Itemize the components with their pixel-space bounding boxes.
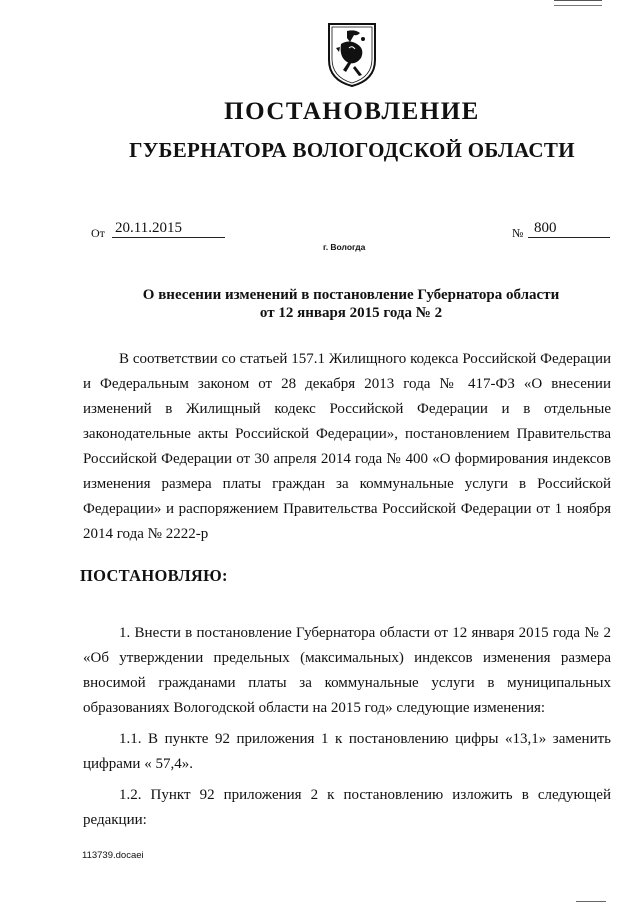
document-number: 800	[528, 220, 610, 238]
city: г. Вологда	[323, 242, 366, 252]
preamble-paragraph: В соответствии со статьей 157.1 Жилищного кодекса Российской Федерации и Федеральным законом от 28 декабря 2013 года № 417-ФЗ «О внесении изменений в Жилищный кодекс Российской Федерации и в отдельные законодательные акты Российской Федерации», постановлением Правительства Российской Федерации от 30 апреля 2014 года № 400 «О формирования индексов изменения размера платы граждан за коммунальные услуги в Российской Федерации» и распоряжением Правительства Российской Федерации от 1 ноября 2014 года № 2222-р	[83, 351, 611, 542]
number-label: №	[512, 226, 524, 240]
issuer-title: ГУБЕРНАТОРА ВОЛОГОДСКОЙ ОБЛАСТИ	[129, 138, 575, 162]
decree-statement: ПОСТАНОВЛЯЮ:	[80, 566, 228, 585]
item-1-paragraph: 1. Внести в постановление Губернатора области от 12 января 2015 года № 2 «Об утверждении предельных (максимальных) индексов изменения размера вносимой гражданами платы за коммунальные услуги в муниципальных образованиях Вологодской области на 2015 год» следующие изменения:	[83, 625, 611, 716]
date-label: От	[91, 226, 105, 240]
scan-margin-mark	[576, 901, 606, 905]
footer-file-name: 113739.docaei	[82, 850, 144, 861]
document-date: 20.11.2015	[112, 220, 225, 238]
document-heading	[90, 286, 612, 322]
item-1-1-paragraph: 1.1. В пункте 92 приложения 1 к постановлению цифры «13,1» заменить цифрами « 57,4».	[83, 731, 611, 772]
heading-line-1: О внесении изменений в постановление Губернатора области	[142, 287, 560, 303]
scan-margin-mark	[554, 0, 602, 6]
coat-of-arms-icon	[327, 22, 377, 88]
heading-line-2: от 12 января 2015 года № 2	[259, 305, 443, 321]
document-title: ПОСТАНОВЛЕНИЕ	[224, 98, 480, 125]
item-1-2-paragraph: 1.2. Пункт 92 приложения 2 к постановлению изложить в следующей редакции:	[83, 787, 611, 828]
